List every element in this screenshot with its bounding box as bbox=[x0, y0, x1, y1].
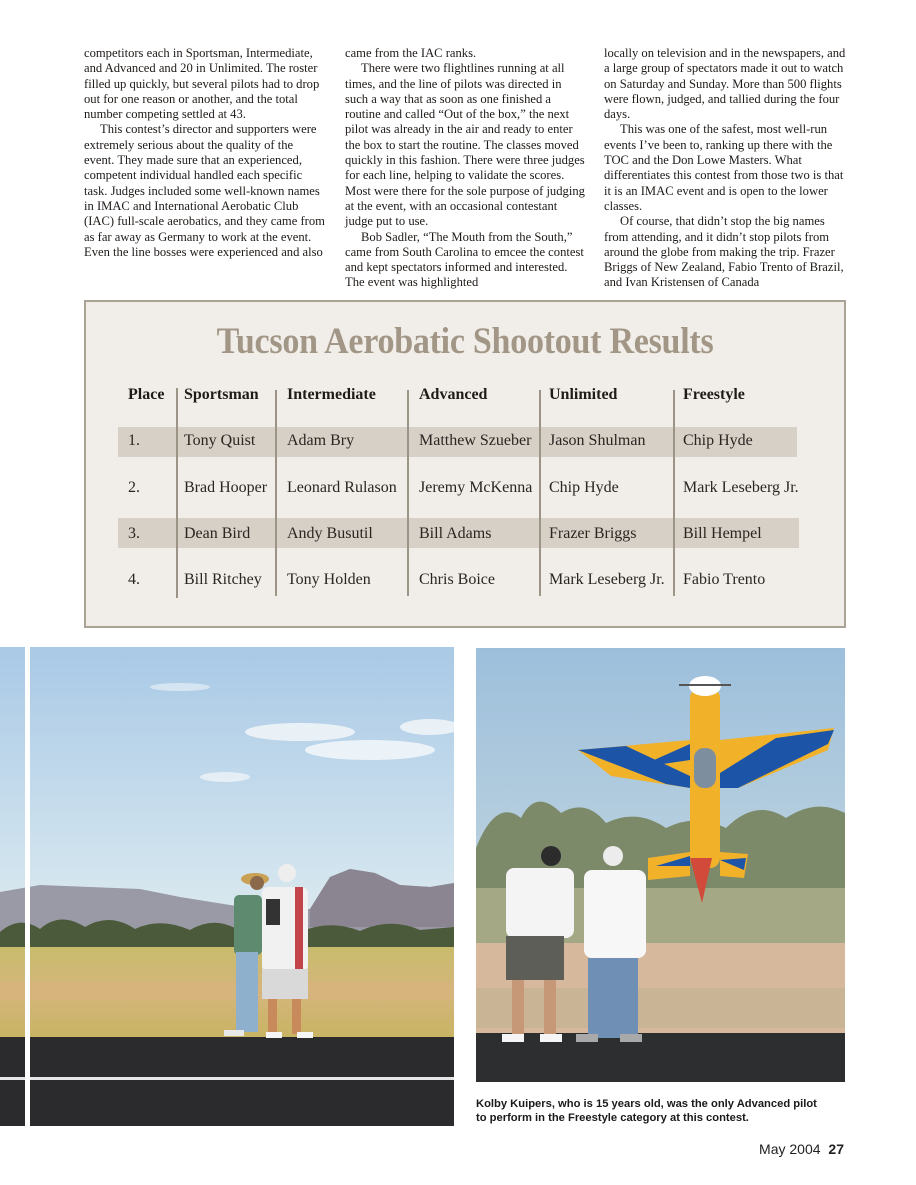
photo-gutter bbox=[25, 647, 30, 1126]
header-place: Place bbox=[128, 386, 165, 403]
cell-advanced: Matthew Szueber bbox=[419, 432, 532, 449]
cell-unlimited: Jason Shulman bbox=[549, 432, 646, 449]
paragraph: There were two flightlines running at all times, and the line of pilots was directed in such a way that as soon as one finished a routine and called “Out of the box,” the next pilot was already in the air and ready to enter the box to start the routine. The classes moved quickly in this fashion. There were three judges for each line, helping to validate the scores. Most were there for the sole purpose of judging at the event, with an occasional contestant judge put to use. bbox=[345, 61, 585, 229]
cell-intermediate: Andy Busutil bbox=[287, 525, 373, 542]
results-sidebar-box bbox=[84, 300, 846, 628]
cell-unlimited: Chip Hyde bbox=[549, 479, 619, 496]
cell-sportsman: Tony Quist bbox=[184, 432, 256, 449]
cell-intermediate: Leonard Rulason bbox=[287, 479, 397, 496]
paragraph: This was one of the safest, most well-run events I’ve been to, ranking up there with the TOC and the Don Lowe Masters. What differentiates this contest from those two is that it is an IMAC event and is open to the lower classes. bbox=[604, 122, 844, 213]
cell-place: 1. bbox=[128, 432, 140, 449]
cell-advanced: Bill Adams bbox=[419, 525, 492, 542]
header-advanced: Advanced bbox=[419, 386, 488, 403]
paragraph: This contest’s director and supporters were extremely serious about the quality of the event. They made sure that an experienced, competent individual handled each specific task. Judges included some well-known names in IMAC and International Aerobatic Club (IAC) full-scale aerobatics, and they came from as far away as Germany to work at the event. Even the line bosses were experienced and also bbox=[84, 122, 325, 259]
column-divider bbox=[176, 388, 178, 598]
aerobatic-plane-image bbox=[476, 648, 845, 1082]
header-unlimited: Unlimited bbox=[549, 386, 618, 403]
caption-line: to perform in the Freestyle category at this contest. bbox=[476, 1112, 749, 1125]
cell-place: 2. bbox=[128, 479, 140, 496]
cell-sportsman: Dean Bird bbox=[184, 525, 251, 542]
paragraph: locally on television and in the newspapers, and a large group of spectators made it out to watch on Saturday and Sunday. More than 500 flights were flown, judged, and tallied during the four days. bbox=[604, 46, 846, 122]
paragraph: Bob Sadler, “The Mouth from the South,” came from South Carolina to emcee the contest and kept spectators informed and interested. The event was highlighted bbox=[345, 229, 584, 290]
runway-scene-image bbox=[0, 647, 454, 1126]
paragraph: Of course, that didn’t stop the big names from attending, and it didn’t stop pilots from around the globe from making the trip. Frazer Briggs of New Zealand, Fabio Trento of Brazil, and Ivan Kristensen of Canada bbox=[604, 214, 844, 290]
cell-freestyle: Chip Hyde bbox=[683, 432, 753, 449]
issue-date: May 2004 bbox=[759, 1141, 821, 1157]
cell-place: 4. bbox=[128, 571, 140, 588]
photo-aerobatic-plane bbox=[476, 648, 845, 1082]
cell-sportsman: Brad Hooper bbox=[184, 479, 268, 496]
cell-place: 3. bbox=[128, 525, 140, 542]
cell-intermediate: Adam Bry bbox=[287, 432, 355, 449]
column-divider bbox=[275, 390, 277, 596]
paragraph: competitors each in Sportsman, Intermediate, and Advanced and 20 in Unlimited. The roster filled up quickly, but several pilots had to drop out for one reason or another, and the total number competing settled at 43. bbox=[84, 46, 320, 122]
cell-freestyle: Bill Hempel bbox=[683, 525, 762, 542]
column-divider bbox=[539, 390, 541, 596]
photo-caption bbox=[476, 1097, 856, 1126]
cell-sportsman: Bill Ritchey bbox=[184, 571, 262, 588]
results-title: Tucson Aerobatic Shootout Results bbox=[216, 321, 714, 362]
photo-pilots-runway bbox=[0, 647, 454, 1126]
header-intermediate: Intermediate bbox=[287, 386, 376, 403]
header-sportsman: Sportsman bbox=[184, 386, 259, 403]
column-divider bbox=[673, 390, 675, 596]
cell-unlimited: Mark Leseberg Jr. bbox=[549, 571, 665, 588]
cell-freestyle: Mark Leseberg Jr. bbox=[683, 479, 799, 496]
caption-line: Kolby Kuipers, who is 15 years old, was the only Advanced pilot bbox=[476, 1098, 817, 1110]
article-column-1 bbox=[84, 46, 326, 260]
page-number: 27 bbox=[828, 1141, 844, 1157]
paragraph: came from the IAC ranks. bbox=[345, 46, 477, 60]
cell-advanced: Jeremy McKenna bbox=[419, 479, 533, 496]
article-column-2 bbox=[345, 46, 587, 291]
header-freestyle: Freestyle bbox=[683, 386, 745, 403]
cell-advanced: Chris Boice bbox=[419, 571, 495, 588]
cell-freestyle: Fabio Trento bbox=[683, 571, 766, 588]
article-column-3 bbox=[604, 46, 846, 291]
page-footer bbox=[759, 1141, 844, 1157]
column-divider bbox=[407, 390, 409, 596]
cell-intermediate: Tony Holden bbox=[287, 571, 371, 588]
cell-unlimited: Frazer Briggs bbox=[549, 525, 637, 542]
